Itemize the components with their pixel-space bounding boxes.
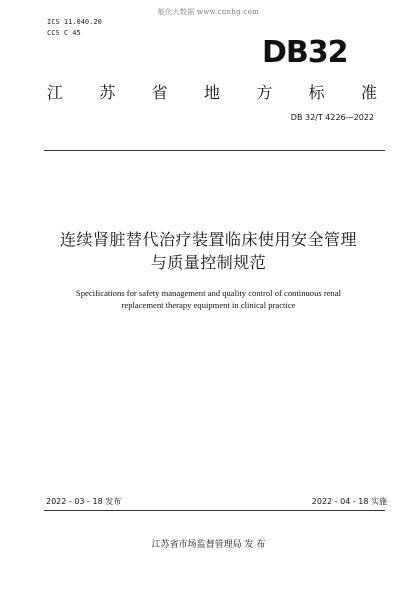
standard-type-char: 江	[47, 83, 64, 102]
title-english-line-1: Specifications for safety management and quality control of continuous renal	[75, 288, 342, 298]
ccs-code: CCS C 45	[47, 29, 81, 37]
title-english-line-2: replacement therapy equipment in clinical practice	[121, 300, 296, 310]
issue-date: 2022 - 03 - 18 发布	[46, 497, 122, 506]
standard-type-char: 省	[151, 83, 168, 102]
standard-type-char: 地	[203, 83, 220, 102]
publisher: 江苏省市场监督管理局 发 布	[151, 540, 266, 550]
top-divider	[44, 150, 385, 151]
standard-type-char: 准	[360, 83, 377, 102]
title-chinese-line-2: 与质量控制规范	[150, 253, 267, 272]
db32-logo: DB32	[262, 35, 348, 70]
standard-type-heading	[47, 80, 377, 103]
standard-type-char: 苏	[99, 83, 116, 102]
bottom-divider	[44, 510, 385, 511]
title-chinese-line-1: 连续肾脏替代治疗装置临床使用安全管理	[59, 230, 357, 249]
standard-type-char: 方	[256, 83, 273, 102]
standard-type-char: 标	[308, 83, 325, 102]
standard-number: DB 32/T 4226—2022	[290, 113, 374, 122]
watermark-text: 能化大数据 www.cnnhg.com	[157, 8, 260, 16]
implementation-date: 2022 - 04 - 18 实施	[311, 497, 387, 506]
ics-code: ICS 11.040.20	[47, 18, 102, 26]
